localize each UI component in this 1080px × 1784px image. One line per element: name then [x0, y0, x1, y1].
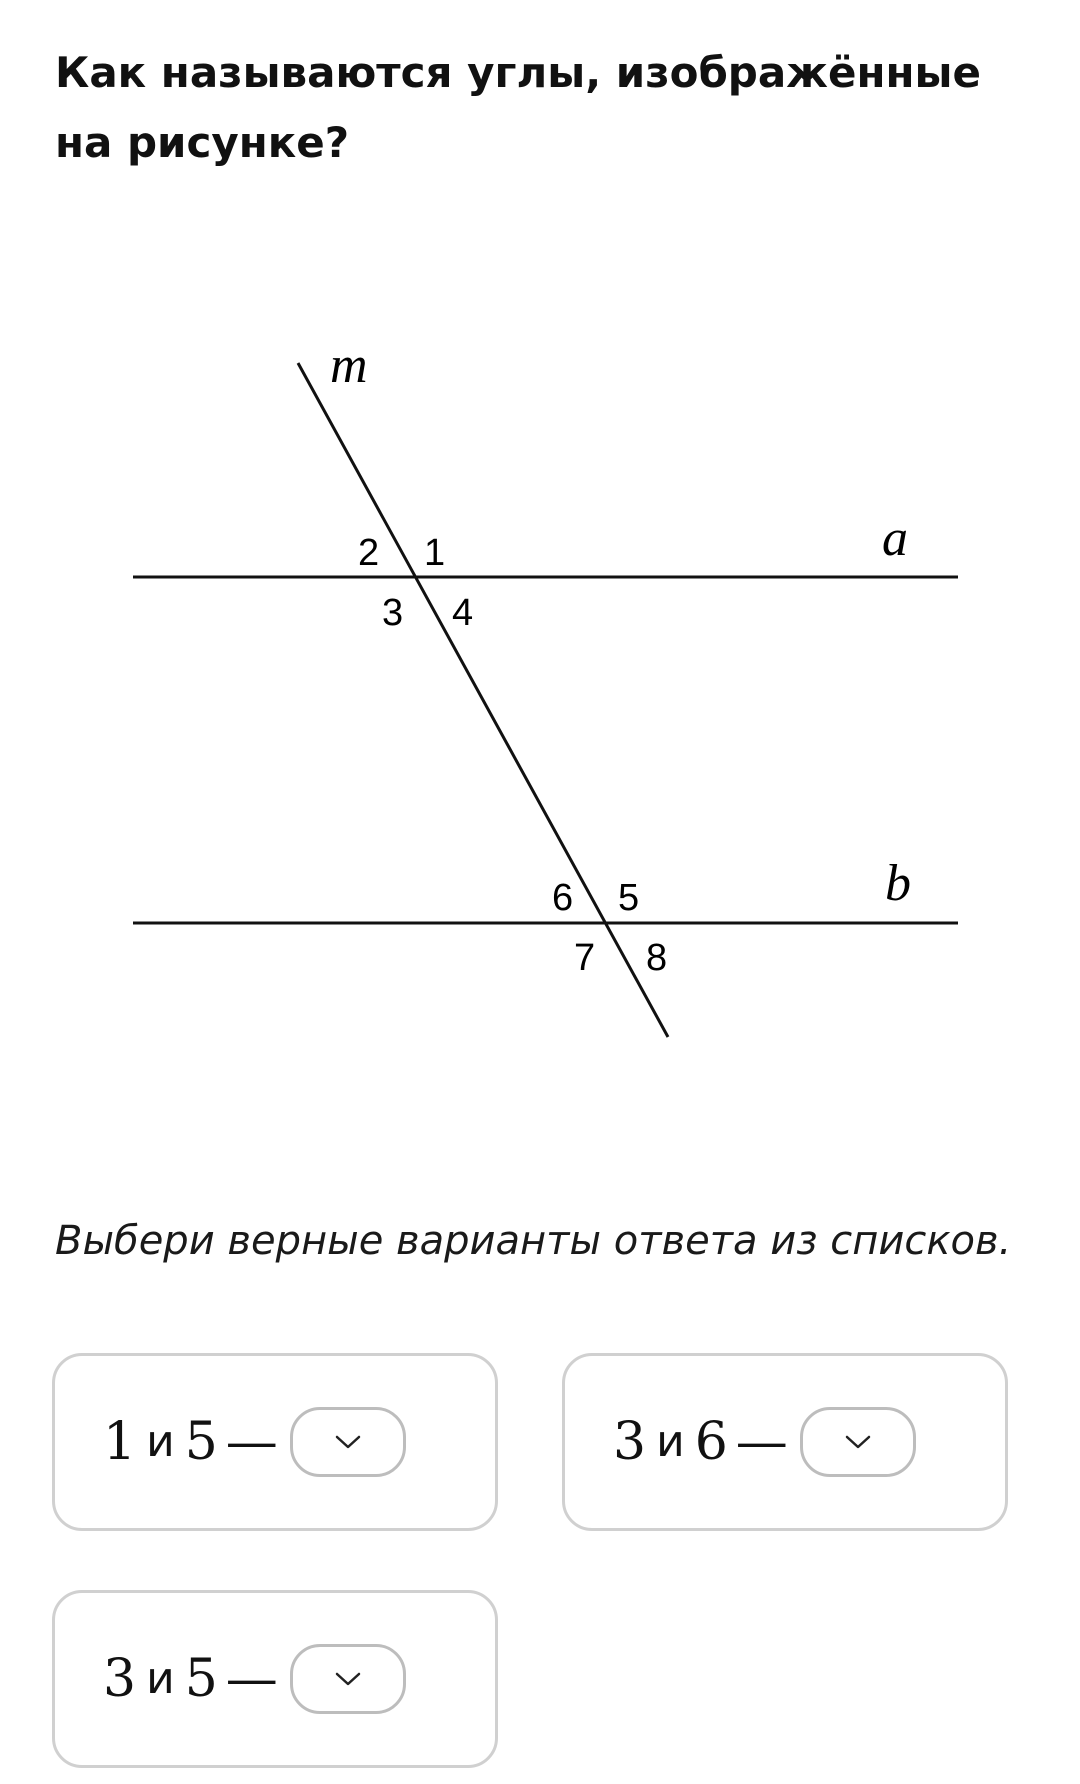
angle-number: 6 — [694, 1412, 728, 1472]
angle-number: 5 — [184, 1649, 218, 1709]
angle-label-5: 5 — [618, 877, 640, 919]
conjunction: и — [656, 1416, 685, 1467]
chevron-down-icon — [334, 1434, 362, 1450]
answer-card-3-6 — [562, 1353, 1008, 1531]
angle-number: 1 — [103, 1412, 137, 1472]
answer-dropdown-2[interactable] — [800, 1407, 916, 1477]
angle-pair — [613, 1412, 728, 1472]
transversal-line-m — [298, 363, 668, 1037]
dash: — — [225, 1649, 278, 1709]
label-a: a — [882, 510, 908, 567]
question-title: Как называются углы, изображённые на рисунке? — [55, 48, 981, 167]
angle-label-6: 6 — [552, 877, 574, 919]
angle-pair — [103, 1649, 218, 1709]
angle-label-4: 4 — [452, 592, 474, 634]
angle-label-2: 2 — [358, 532, 380, 574]
instruction-text: Выбери верные варианты ответа из списков. — [55, 1218, 1012, 1264]
chevron-down-icon — [844, 1434, 872, 1450]
label-m: m — [330, 337, 368, 394]
angle-label-1: 1 — [424, 532, 446, 574]
angle-number: 3 — [613, 1412, 647, 1472]
angle-label-3: 3 — [382, 592, 404, 634]
label-b: b — [885, 855, 911, 912]
angle-number: 3 — [103, 1649, 137, 1709]
answer-dropdown-1[interactable] — [290, 1407, 406, 1477]
conjunction: и — [146, 1653, 175, 1704]
answer-dropdown-3[interactable] — [290, 1644, 406, 1714]
conjunction: и — [146, 1416, 175, 1467]
angle-label-7: 7 — [574, 937, 596, 979]
answer-card-3-5 — [52, 1590, 498, 1768]
chevron-down-icon — [334, 1671, 362, 1687]
angle-label-8: 8 — [646, 937, 668, 979]
dash: — — [735, 1412, 788, 1472]
angle-number: 5 — [184, 1412, 218, 1472]
dash: — — [225, 1412, 278, 1472]
answer-card-1-5 — [52, 1353, 498, 1531]
angle-pair — [103, 1412, 218, 1472]
geometry-figure — [0, 300, 1080, 1060]
